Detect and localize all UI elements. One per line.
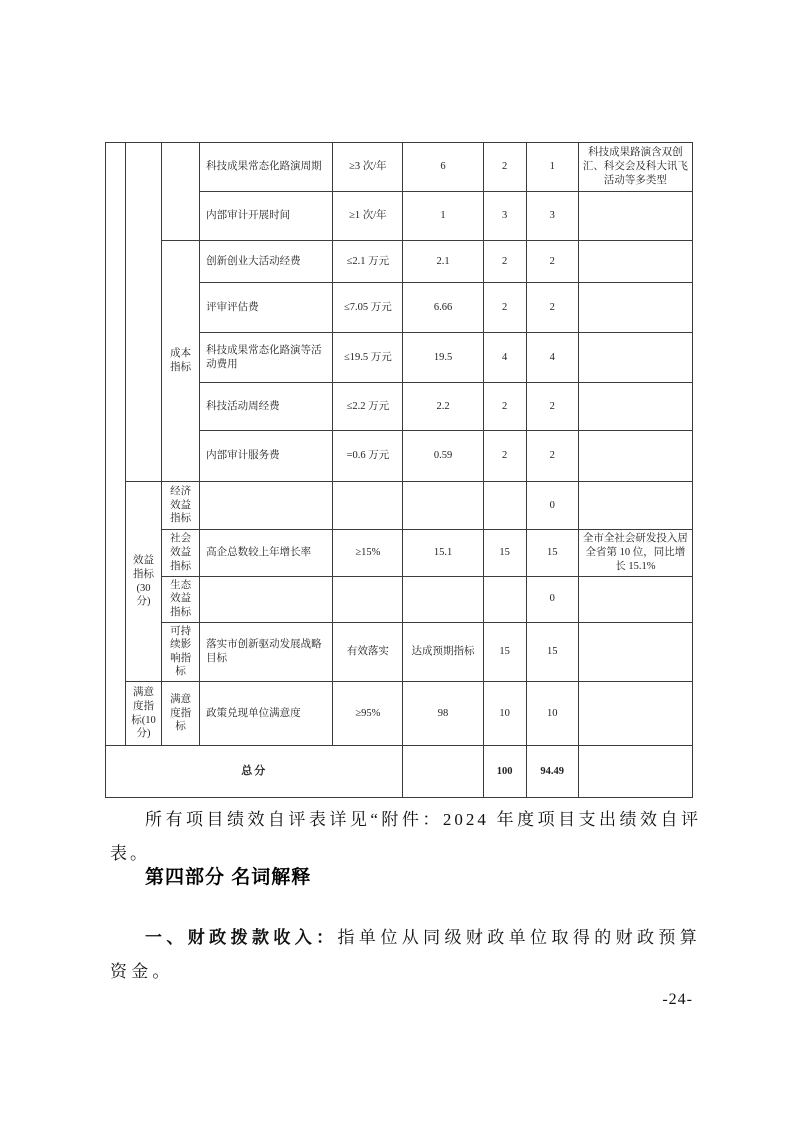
term-body: 指单位从同级财政单位取得的财政预算资金。 [110, 928, 701, 981]
indicator-name [200, 482, 333, 530]
indicator-score: 2 [526, 283, 578, 333]
indicator-max-score: 2 [483, 283, 526, 333]
table-row [106, 482, 693, 530]
indicator-name: 科技活动周经费 [200, 383, 333, 431]
indicator-actual [403, 576, 483, 622]
group-cell-continued [126, 143, 162, 482]
table-row [106, 241, 693, 283]
indicator-max-score: 2 [483, 241, 526, 283]
indicator-name: 科技成果常态化路演等活动费用 [200, 333, 333, 383]
term-title: 一、财政拨款收入： [145, 928, 338, 947]
indicator-actual: 2.2 [403, 383, 483, 431]
indicator-max-score: 15 [483, 622, 526, 682]
table-total-row [106, 746, 693, 798]
indicator-name: 科技成果常态化路演周期 [200, 143, 333, 192]
indicator-max-score: 15 [483, 530, 526, 577]
indicator-target: ≥95% [333, 682, 403, 746]
indicator-score: 10 [526, 682, 578, 746]
indicator-target: ≤2.2 万元 [333, 383, 403, 431]
indicator-remark [578, 482, 692, 530]
indicator-max-score: 4 [483, 333, 526, 383]
table-row [106, 576, 693, 622]
group-benefit-indicators: 效益指标(30分) [126, 482, 162, 682]
closing-paragraph: 所有项目绩效自评表详见“附件：2024 年度项目支出绩效自评表。 [110, 810, 701, 863]
indicator-remark [578, 283, 692, 333]
indicator-actual: 6.66 [403, 283, 483, 333]
indicator-target [333, 576, 403, 622]
indicator-target: =0.6 万元 [333, 431, 403, 482]
indicator-actual: 6 [403, 143, 483, 192]
subgroup-cost-indicators: 成本指标 [162, 241, 200, 482]
indicator-actual: 2.1 [403, 241, 483, 283]
indicator-name [200, 576, 333, 622]
term-definition-paragraph [110, 921, 701, 989]
page-number: -24- [662, 991, 693, 1008]
indicator-name: 落实市创新驱动发展战略目标 [200, 622, 333, 682]
indicator-name: 政策兑现单位满意度 [200, 682, 333, 746]
indicator-actual: 0.59 [403, 431, 483, 482]
indicator-max-score: 3 [483, 192, 526, 241]
subgroup-social-benefit: 社会效益指标 [162, 530, 200, 577]
indicator-max-score: 2 [483, 431, 526, 482]
indicator-actual: 1 [403, 192, 483, 241]
indicator-target: ≤19.5 万元 [333, 333, 403, 383]
indicator-max-score [483, 482, 526, 530]
subgroup-ecological-benefit: 生态效益指标 [162, 576, 200, 622]
section-heading: 第四部分 名词解释 [145, 867, 312, 888]
indicator-score: 15 [526, 622, 578, 682]
indicator-remark: 全市全社会研发投入居全省第 10 位，同比增长 15.1% [578, 530, 692, 577]
group-satisfaction-indicators: 满意度指标(10分) [126, 682, 162, 746]
indicator-max-score: 2 [483, 143, 526, 192]
subgroup-satisfaction: 满意度指标 [162, 682, 200, 746]
indicator-actual: 98 [403, 682, 483, 746]
subgroup-sustainable-impact: 可持续影响指标 [162, 622, 200, 682]
table-row [106, 622, 693, 682]
total-remark-empty [578, 746, 692, 798]
subgroup-cell-continued [162, 143, 200, 241]
indicator-target: ≥15% [333, 530, 403, 577]
indicator-name: 高企总数较上年增长率 [200, 530, 333, 577]
indicator-score: 3 [526, 192, 578, 241]
indicator-remark [578, 383, 692, 431]
indicator-remark [578, 431, 692, 482]
outer-category-cell [106, 143, 126, 746]
indicator-remark [578, 241, 692, 283]
indicator-remark [578, 622, 692, 682]
indicator-score: 0 [526, 482, 578, 530]
indicator-target: ≥1 次/年 [333, 192, 403, 241]
indicator-remark: 科技成果路演含双创汇、科交会及科大讯飞活动等多类型 [578, 143, 692, 192]
total-label: 总分 [106, 746, 403, 798]
indicator-name: 内部审计开展时间 [200, 192, 333, 241]
indicator-remark [578, 576, 692, 622]
indicator-score: 2 [526, 383, 578, 431]
indicator-score: 15 [526, 530, 578, 577]
indicator-actual [403, 482, 483, 530]
indicator-remark [578, 192, 692, 241]
total-max-score: 100 [483, 746, 526, 798]
indicator-name: 评审评估费 [200, 283, 333, 333]
indicator-target: ≤2.1 万元 [333, 241, 403, 283]
indicator-score: 2 [526, 431, 578, 482]
indicator-target: 有效落实 [333, 622, 403, 682]
indicator-max-score: 10 [483, 682, 526, 746]
indicator-actual: 15.1 [403, 530, 483, 577]
indicator-score: 0 [526, 576, 578, 622]
indicator-remark [578, 682, 692, 746]
indicator-name: 创新创业大活动经费 [200, 241, 333, 283]
indicator-target: ≤7.05 万元 [333, 283, 403, 333]
indicator-max-score [483, 576, 526, 622]
indicator-score: 2 [526, 241, 578, 283]
total-score: 94.49 [526, 746, 578, 798]
indicator-name: 内部审计服务费 [200, 431, 333, 482]
performance-self-evaluation-table [105, 142, 693, 798]
table-row [106, 530, 693, 577]
indicator-target [333, 482, 403, 530]
total-actual-empty [403, 746, 483, 798]
indicator-actual: 19.5 [403, 333, 483, 383]
indicator-score: 1 [526, 143, 578, 192]
indicator-target: ≥3 次/年 [333, 143, 403, 192]
indicator-score: 4 [526, 333, 578, 383]
indicator-max-score: 2 [483, 383, 526, 431]
indicator-actual: 达成预期指标 [403, 622, 483, 682]
table-row [106, 143, 693, 192]
table-row [106, 682, 693, 746]
subgroup-economic-benefit: 经济效益指标 [162, 482, 200, 530]
indicator-remark [578, 333, 692, 383]
